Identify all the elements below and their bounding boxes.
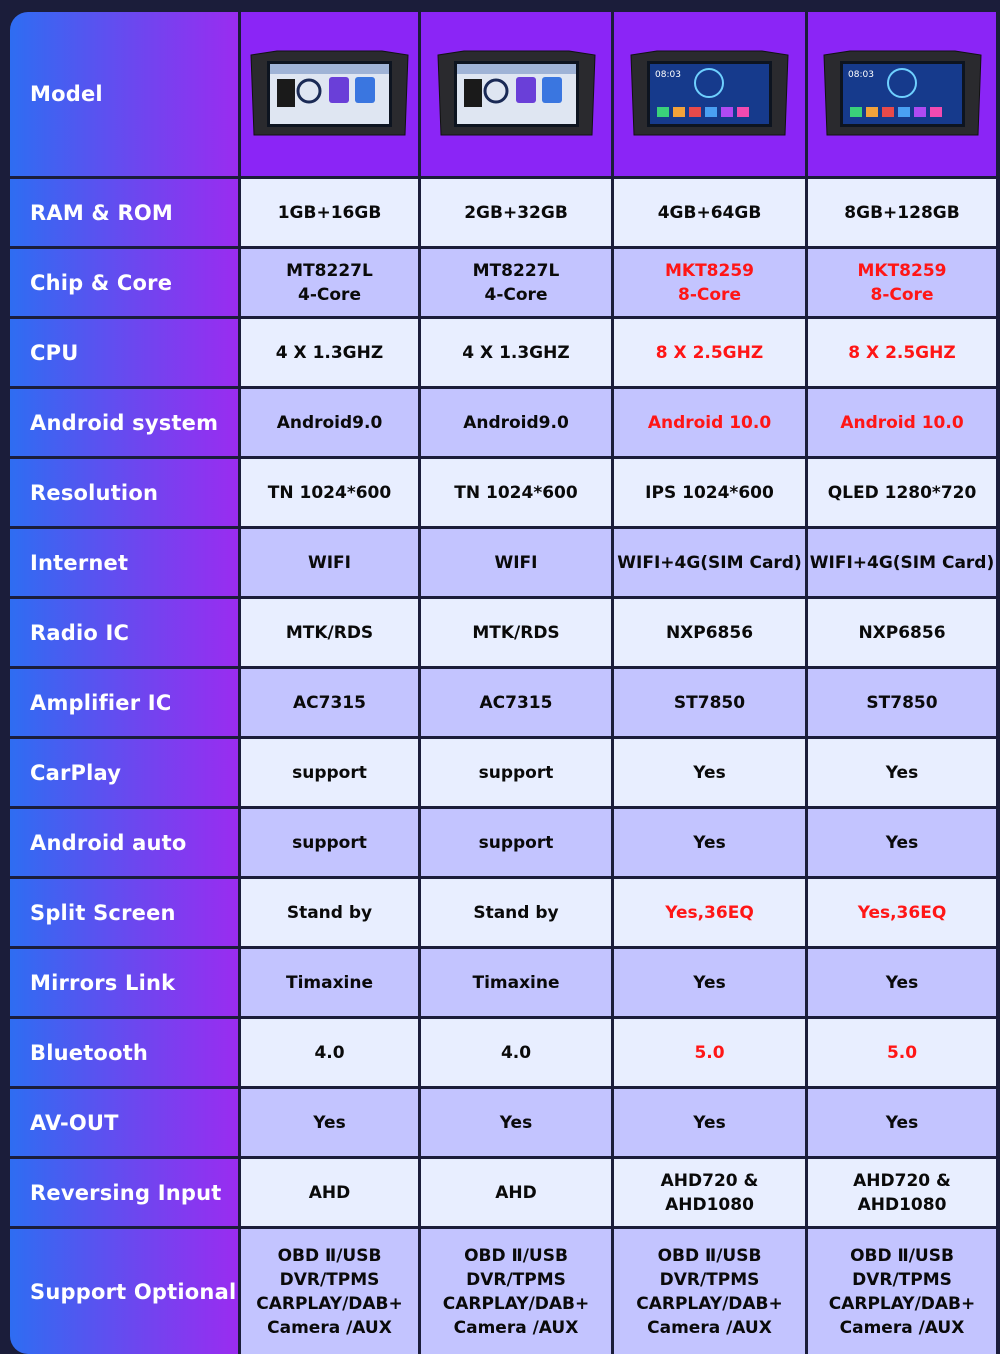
cell-line: OBD Ⅱ/USB [850, 1245, 954, 1266]
table-cell: 4 X 1.3GHZ [421, 319, 611, 386]
cell-line: 8-Core [870, 284, 934, 305]
table-cell: support [421, 739, 611, 806]
row-label: Reversing Input [10, 1159, 238, 1226]
cell-line: DVR/TPMS [852, 1269, 952, 1290]
row-label: CarPlay [10, 739, 238, 806]
table-cell: support [241, 809, 418, 876]
cell-line: 4-Core [484, 284, 548, 305]
table-cell [241, 249, 418, 316]
cell-line: Camera /AUX [647, 1317, 772, 1338]
table-cell: Stand by [421, 879, 611, 946]
table-cell: Yes [614, 949, 805, 1016]
table-cell: AC7315 [421, 669, 611, 736]
cell-line: OBD Ⅱ/USB [657, 1245, 762, 1266]
cell-line: DVR/TPMS [279, 1269, 380, 1290]
table-cell: 4 X 1.3GHZ [241, 319, 418, 386]
table-cell: Yes [614, 739, 805, 806]
table-cell: MTK/RDS [241, 599, 418, 666]
row-label: Resolution [10, 459, 238, 526]
cell-line: OBD Ⅱ/USB [464, 1245, 568, 1266]
table-cell: WIFI+4G(SIM Card) [614, 529, 805, 596]
table-cell: Android 10.0 [614, 389, 805, 456]
table-cell: 4.0 [241, 1019, 418, 1086]
table-cell [614, 249, 805, 316]
table-cell [614, 1229, 805, 1354]
table-cell: WIFI+4G(SIM Card) [808, 529, 996, 596]
row-label: RAM & ROM [10, 179, 238, 246]
table-cell: AHD720 & AHD1080 [808, 1159, 996, 1226]
table-cell: 2GB+32GB [421, 179, 611, 246]
table-cell: AHD [241, 1159, 418, 1226]
table-cell: IPS 1024*600 [614, 459, 805, 526]
table-cell [808, 249, 996, 316]
table-cell: support [241, 739, 418, 806]
car-radio-icon [820, 47, 985, 142]
row-label: Amplifier IC [10, 669, 238, 736]
cell-line: DVR/TPMS [466, 1269, 566, 1290]
cell-line: MKT8259 [664, 260, 754, 281]
spec-comparison-table [10, 12, 995, 1338]
table-cell: TN 1024*600 [241, 459, 418, 526]
table-cell: 8 X 2.5GHZ [614, 319, 805, 386]
table-cell: Yes [808, 949, 996, 1016]
row-label: CPU [10, 319, 238, 386]
header-label: Model [10, 12, 238, 176]
row-label: Chip & Core [10, 249, 238, 316]
table-cell: Yes,36EQ [808, 879, 996, 946]
table-cell: TN 1024*600 [421, 459, 611, 526]
table-cell: support [421, 809, 611, 876]
table-cell: Stand by [241, 879, 418, 946]
table-cell: Android 10.0 [808, 389, 996, 456]
table-cell: Yes [808, 739, 996, 806]
table-cell: Timaxine [241, 949, 418, 1016]
cell-line: CARPLAY/DAB+ [828, 1293, 976, 1314]
table-cell: NXP6856 [808, 599, 996, 666]
table-cell: Timaxine [421, 949, 611, 1016]
cell-line: OBD Ⅱ/USB [277, 1245, 382, 1266]
product-image-1 [241, 12, 418, 176]
table-cell [421, 249, 611, 316]
table-cell: 4.0 [421, 1019, 611, 1086]
car-radio-icon [247, 47, 412, 142]
table-cell: 1GB+16GB [241, 179, 418, 246]
row-label: Bluetooth [10, 1019, 238, 1086]
table-cell: Android9.0 [241, 389, 418, 456]
table-cell: Yes [808, 1089, 996, 1156]
cell-line: 4-Core [298, 284, 361, 305]
cell-line: MT8227L [286, 260, 373, 281]
row-label: Android system [10, 389, 238, 456]
cell-line: MT8227L [472, 260, 560, 281]
screen-time: 08:03 [655, 69, 681, 80]
table-cell: ST7850 [808, 669, 996, 736]
cell-line: CARPLAY/DAB+ [256, 1293, 403, 1314]
row-label: Support Optional [10, 1229, 238, 1354]
table-cell [421, 1229, 611, 1354]
table-cell: 4GB+64GB [614, 179, 805, 246]
table-cell: 5.0 [614, 1019, 805, 1086]
row-label: AV-OUT [10, 1089, 238, 1156]
table-cell: Yes [241, 1089, 418, 1156]
cell-line: CARPLAY/DAB+ [636, 1293, 783, 1314]
row-label: Mirrors Link [10, 949, 238, 1016]
table-cell [808, 1229, 996, 1354]
table-cell: Yes,36EQ [614, 879, 805, 946]
cell-line: Camera /AUX [839, 1317, 965, 1338]
table-cell: WIFI [241, 529, 418, 596]
table-cell [241, 1229, 418, 1354]
row-label: Radio IC [10, 599, 238, 666]
table-cell: Android9.0 [421, 389, 611, 456]
table-cell: AHD [421, 1159, 611, 1226]
table-cell: WIFI [421, 529, 611, 596]
table-cell: NXP6856 [614, 599, 805, 666]
cell-line: 8-Core [678, 284, 741, 305]
cell-line: DVR/TPMS [659, 1269, 760, 1290]
table-cell: MTK/RDS [421, 599, 611, 666]
table-cell: ST7850 [614, 669, 805, 736]
cell-line: CARPLAY/DAB+ [442, 1293, 590, 1314]
row-label: Internet [10, 529, 238, 596]
table-cell: AC7315 [241, 669, 418, 736]
table-cell: Yes [808, 809, 996, 876]
car-radio-icon [434, 47, 599, 142]
cell-line: MKT8259 [857, 260, 947, 281]
table-cell: QLED 1280*720 [808, 459, 996, 526]
product-image-3 [614, 12, 805, 176]
product-image-2 [421, 12, 611, 176]
row-label: Android auto [10, 809, 238, 876]
table-cell: Yes [421, 1089, 611, 1156]
product-image-4 [808, 12, 996, 176]
table-cell: AHD720 & AHD1080 [614, 1159, 805, 1226]
table-cell: 5.0 [808, 1019, 996, 1086]
car-radio-icon [627, 47, 792, 142]
table-cell: Yes [614, 1089, 805, 1156]
cell-line: Camera /AUX [267, 1317, 392, 1338]
row-label: Split Screen [10, 879, 238, 946]
cell-line: Camera /AUX [453, 1317, 579, 1338]
table-cell: 8GB+128GB [808, 179, 996, 246]
screen-time: 08:03 [847, 69, 874, 80]
table-cell: 8 X 2.5GHZ [808, 319, 996, 386]
table-cell: Yes [614, 809, 805, 876]
